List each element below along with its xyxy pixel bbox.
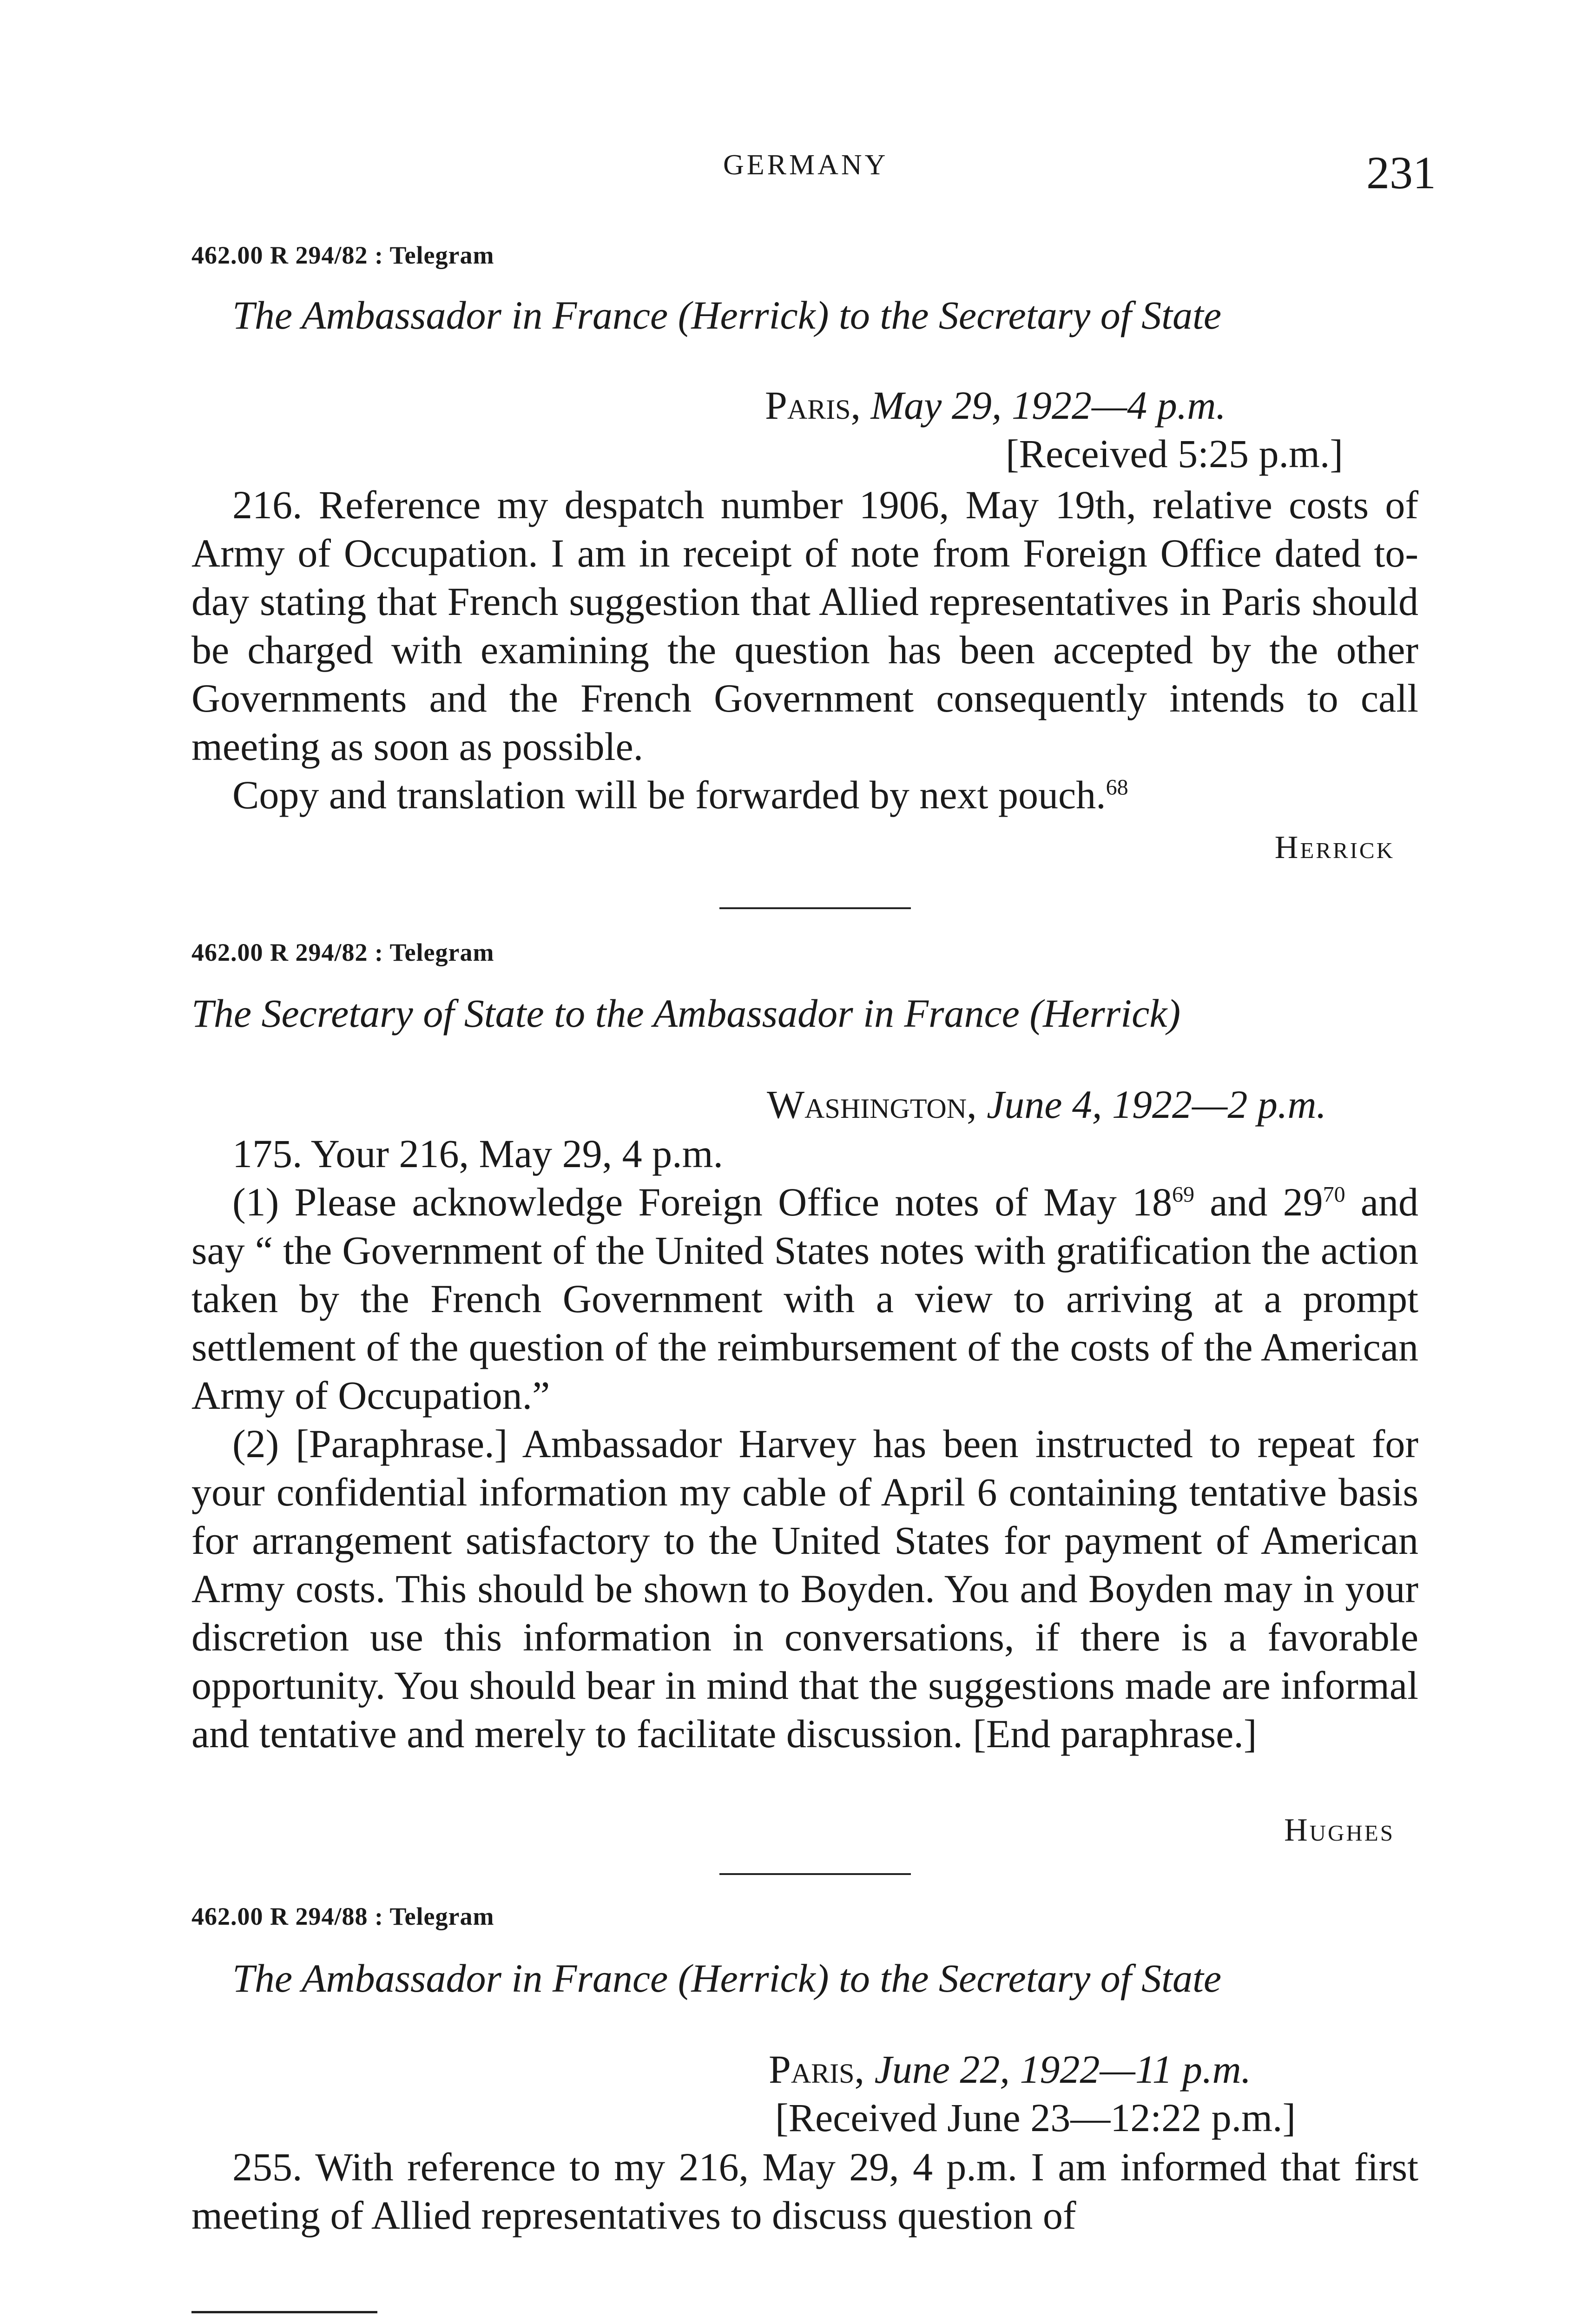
paragraph bbox=[191, 771, 1418, 819]
heading-text: The Ambassador in France ( bbox=[232, 293, 692, 337]
dateline: Paris, May 29, 1922—4 p.m. bbox=[765, 383, 1226, 428]
paragraph-text: and say “ the Government of the United States notes with gratification the action taken by the French Government with a view to arriving at a prompt settlement of the question of the reimbursement of the costs of the American Army of Occupation.” bbox=[191, 1180, 1418, 1418]
heading-text: The Ambassador in France ( bbox=[232, 1956, 692, 2000]
paragraph: (2) [Paraphrase.] Ambassador Harvey has been instructed to repeat for your confidential information my cable of April 6 containing tentative basis for arrangement satisfactory to the United States for payment of American Army costs. This should be shown to Boyden. You and Boyden may in your discretion use this information in conversations, if there is a favorable opportunity. You should bear in mind that the suggestions made are informal and tentative and merely to facilitate discussion. [End paraphrase.] bbox=[191, 1421, 1418, 1756]
running-head bbox=[0, 149, 1575, 205]
message-body bbox=[191, 1129, 1418, 1758]
paragraph: 175. Your 216, May 29, 4 p.m. bbox=[232, 1131, 723, 1176]
received-line: [Received June 23—12:22 p.m.] bbox=[775, 2095, 1296, 2140]
footnote-ref: 70 bbox=[1323, 1182, 1345, 1207]
signature: Hughes bbox=[1284, 1812, 1395, 1848]
heading-text: ) bbox=[1167, 991, 1181, 1036]
footnote-ref: 69 bbox=[1172, 1182, 1194, 1207]
date: June 22, 1922—11 p.m. bbox=[874, 2047, 1252, 2092]
section-divider bbox=[719, 1873, 911, 1875]
date: June 4, 1922—2 p.m. bbox=[987, 1082, 1326, 1127]
paragraph: 255. With reference to my 216, May 29, 4 p.m. I am informed that first meeting of Allied representatives to discuss question of bbox=[191, 2145, 1418, 2238]
dateline: Washington, June 4, 1922—2 p.m. bbox=[767, 1082, 1326, 1127]
document-heading bbox=[232, 292, 1422, 338]
heading-name: Herrick bbox=[691, 1956, 816, 2000]
message-body bbox=[191, 481, 1418, 819]
place: Paris bbox=[769, 2047, 855, 2092]
signature: Herrick bbox=[1274, 830, 1395, 865]
section-divider bbox=[719, 907, 911, 909]
heading-text: The Secretary of State to the Ambassador in France ( bbox=[191, 991, 1043, 1036]
paragraph-text: Copy and translation will be forwarded by next pouch. bbox=[232, 772, 1106, 817]
place: Washington bbox=[767, 1082, 967, 1127]
document-heading bbox=[232, 1955, 1422, 2001]
page-number: 231 bbox=[1366, 147, 1436, 198]
paragraph bbox=[191, 1178, 1418, 1419]
paragraph-text: and 29 bbox=[1194, 1180, 1323, 1224]
heading-text: ) to the Secretary of State bbox=[815, 293, 1222, 337]
received-line: [Received 5:25 p.m.] bbox=[1006, 431, 1344, 476]
footnote-ref: 68 bbox=[1106, 775, 1128, 800]
place: Paris bbox=[765, 383, 851, 428]
heading-name: Herrick bbox=[691, 293, 816, 337]
heading-text: ) to the Secretary of State bbox=[815, 1956, 1222, 2000]
date: May 29, 1922—4 p.m. bbox=[870, 383, 1226, 428]
file-reference: 462.00 R 294/82 : Telegram bbox=[191, 938, 494, 966]
footnote-rule bbox=[191, 2311, 377, 2313]
message-body bbox=[191, 2143, 1418, 2239]
paragraph-text: (1) Please acknowledge Foreign Office notes of May 18 bbox=[232, 1180, 1172, 1224]
running-head-title: GERMANY bbox=[723, 149, 889, 181]
document-heading bbox=[191, 990, 1381, 1037]
paragraph: 216. Reference my despatch number 1906, May 19th, relative costs of Army of Occupation. I am in receipt of note from Foreign Office dated to-day stating that French suggestion that Allied representatives in Paris should be charged with examining the question has been accepted by the other Governments and the French Government consequently intends to call meeting as soon as possible. bbox=[191, 482, 1418, 769]
dateline: Paris, June 22, 1922—11 p.m. bbox=[769, 2047, 1252, 2092]
file-reference: 462.00 R 294/82 : Telegram bbox=[191, 241, 494, 269]
heading-name: Herrick bbox=[1043, 991, 1167, 1036]
file-reference: 462.00 R 294/88 : Telegram bbox=[191, 1902, 494, 1930]
